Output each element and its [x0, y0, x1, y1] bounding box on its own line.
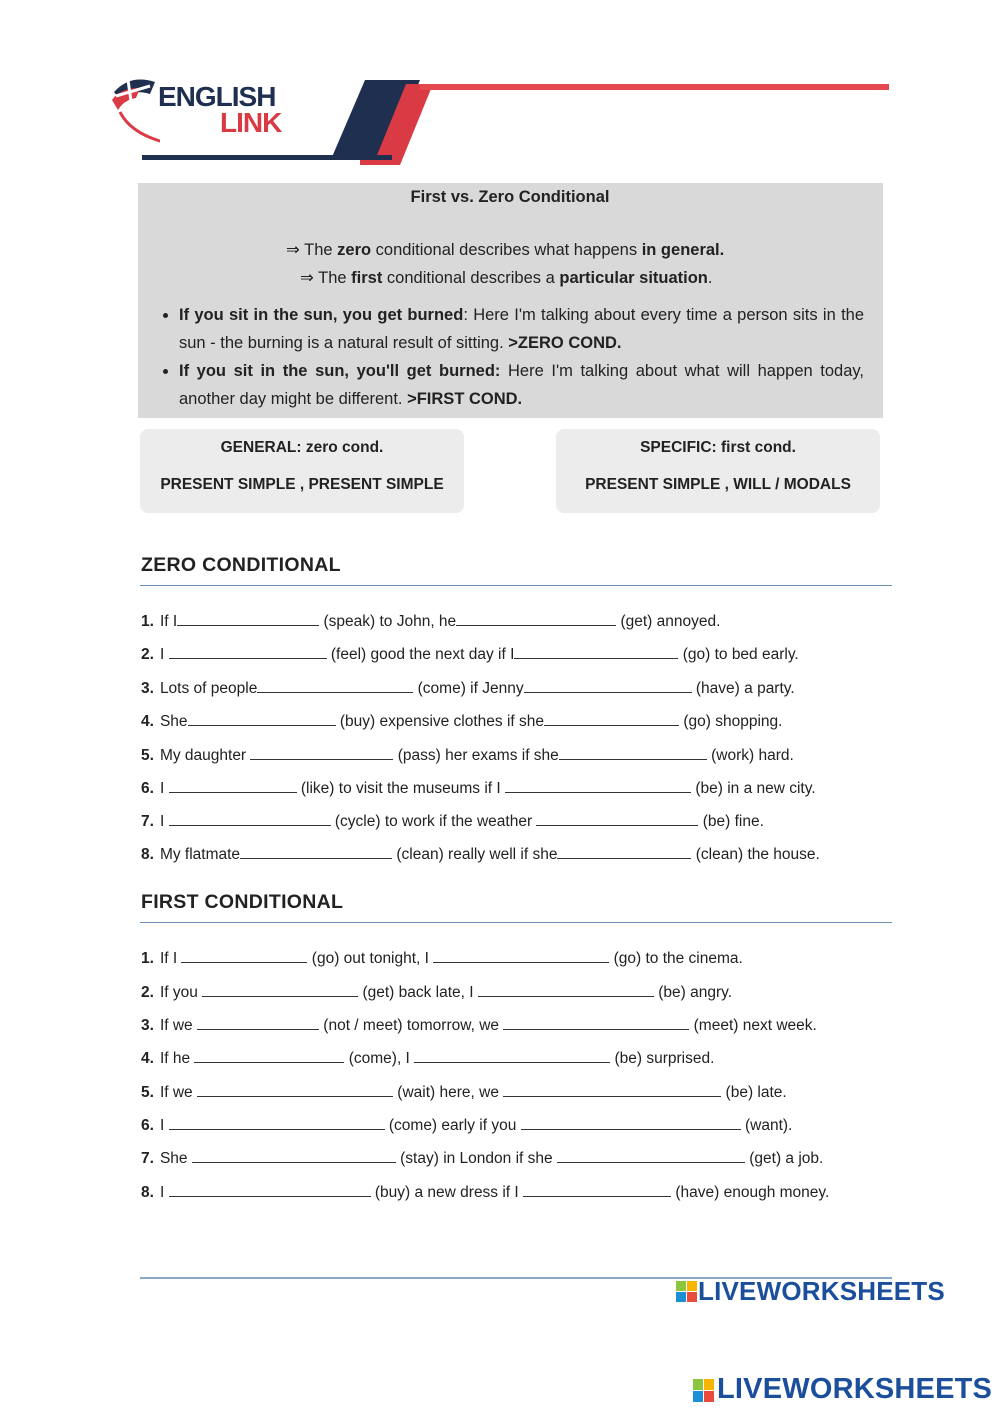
zero-item: 1. If I (speak) to John, he (get) annoyed.	[141, 613, 721, 630]
answer-blank[interactable]	[414, 1048, 610, 1063]
logo-link: LINK	[220, 107, 282, 138]
first-item: 1. If I (go) out tonight, I (go) to the cinema.	[141, 950, 743, 967]
logo-english: ENGLISH	[158, 81, 276, 112]
intro-title: First vs. Zero Conditional	[410, 188, 610, 206]
zero-summary-line: ⇒ The zero conditional describes what happens in general.	[286, 241, 725, 259]
first-item: 7. She (stay) in London if she (get) a job.	[141, 1150, 824, 1167]
answer-blank[interactable]	[197, 1015, 319, 1030]
specific-rule-structure: PRESENT SIMPLE , WILL / MODALS	[585, 476, 851, 493]
answer-blank[interactable]	[169, 1115, 385, 1130]
answer-blank[interactable]	[250, 745, 393, 760]
answer-blank[interactable]	[557, 844, 691, 859]
answer-blank[interactable]	[169, 778, 297, 793]
zero-section-title: ZERO CONDITIONAL	[141, 554, 341, 576]
answer-blank[interactable]	[169, 811, 331, 826]
answer-blank[interactable]	[202, 982, 358, 997]
first-item: 8. I (buy) a new dress if I (have) enough money.	[141, 1184, 830, 1201]
answer-blank[interactable]	[557, 1148, 745, 1163]
answer-blank[interactable]	[197, 1082, 393, 1097]
english-link-logo	[110, 70, 310, 165]
first-section-title: FIRST CONDITIONAL	[141, 891, 344, 913]
liveworksheets-blocks-icon	[693, 1379, 715, 1403]
answer-blank[interactable]	[188, 711, 336, 726]
banner-red-line	[420, 84, 889, 90]
answer-blank[interactable]	[433, 948, 609, 963]
zero-item: 4. She (buy) expensive clothes if she (go) shopping.	[141, 713, 783, 730]
zero-item: 2. I (feel) good the next day if I (go) to bed early.	[141, 646, 799, 663]
zero-item: 5. My daughter (pass) her exams if she (work) hard.	[141, 747, 794, 764]
first-item: 4. If he (come), I (be) surprised.	[141, 1050, 715, 1067]
specific-rule-heading: SPECIFIC: first cond.	[640, 439, 796, 456]
zero-item: 7. I (cycle) to work if the weather (be) fine.	[141, 813, 764, 830]
banner-red-line-bottom	[360, 160, 400, 165]
liveworksheets-wordmark: LIVEWORKSHEETS	[698, 1276, 945, 1306]
answer-blank[interactable]	[177, 611, 319, 626]
answer-blank[interactable]	[559, 745, 707, 760]
answer-blank[interactable]	[503, 1015, 689, 1030]
first-item: 2. If you (get) back late, I (be) angry.	[141, 984, 733, 1001]
zero-item: 8. My flatmate (clean) really well if she (clean) the house.	[141, 846, 820, 863]
answer-blank[interactable]	[192, 1148, 396, 1163]
answer-blank[interactable]	[521, 1115, 741, 1130]
liveworksheets-wordmark: LIVEWORKSHEETS	[717, 1373, 993, 1405]
arrow-icon: ⇒	[300, 269, 314, 287]
first-summary-line: ⇒ The first conditional describes a particular situation.	[300, 269, 713, 287]
answer-blank[interactable]	[523, 1182, 671, 1197]
answer-blank[interactable]	[503, 1082, 721, 1097]
first-item: 6. I (come) early if you (want).	[141, 1117, 793, 1134]
answer-blank[interactable]	[240, 844, 392, 859]
answer-blank[interactable]	[456, 611, 616, 626]
answer-blank[interactable]	[181, 948, 307, 963]
first-section-divider	[140, 922, 892, 923]
answer-blank[interactable]	[169, 1182, 371, 1197]
zero-section-divider	[140, 585, 892, 586]
flag-swoosh-icon	[110, 72, 160, 152]
zero-item: 6. I (like) to visit the museums if I (be) in a new city.	[141, 780, 816, 797]
specific-rule-box	[556, 429, 880, 513]
answer-blank[interactable]	[536, 811, 698, 826]
first-item: 3. If we (not / meet) tomorrow, we (meet) next week.	[141, 1017, 817, 1034]
answer-blank[interactable]	[505, 778, 691, 793]
answer-blank[interactable]	[524, 678, 692, 693]
zero-item: 3. Lots of people (come) if Jenny (have) a party.	[141, 680, 795, 697]
arrow-icon: ⇒	[286, 241, 300, 259]
liveworksheets-blocks-icon	[676, 1281, 698, 1303]
answer-blank[interactable]	[169, 644, 327, 659]
bullet-first-example: • If you sit in the sun, you'll get burned: Here I'm talking about what will happen today, another day might be different. >FIRST COND.	[179, 357, 864, 413]
general-rule-structure: PRESENT SIMPLE , PRESENT SIMPLE	[160, 476, 444, 493]
answer-blank[interactable]	[194, 1048, 344, 1063]
general-rule-box	[140, 429, 464, 513]
bullet-zero-example: • If you sit in the sun, you get burned: Here I'm talking about every time a person sits in the sun - the burning is a natural result of sitting. >ZERO COND.	[179, 301, 864, 357]
intro-bullets	[158, 301, 864, 413]
answer-blank[interactable]	[257, 678, 413, 693]
general-rule-heading: GENERAL: zero cond.	[220, 439, 384, 456]
answer-blank[interactable]	[544, 711, 679, 726]
first-item: 5. If we (wait) here, we (be) late.	[141, 1084, 787, 1101]
answer-blank[interactable]	[514, 644, 678, 659]
answer-blank[interactable]	[478, 982, 654, 997]
